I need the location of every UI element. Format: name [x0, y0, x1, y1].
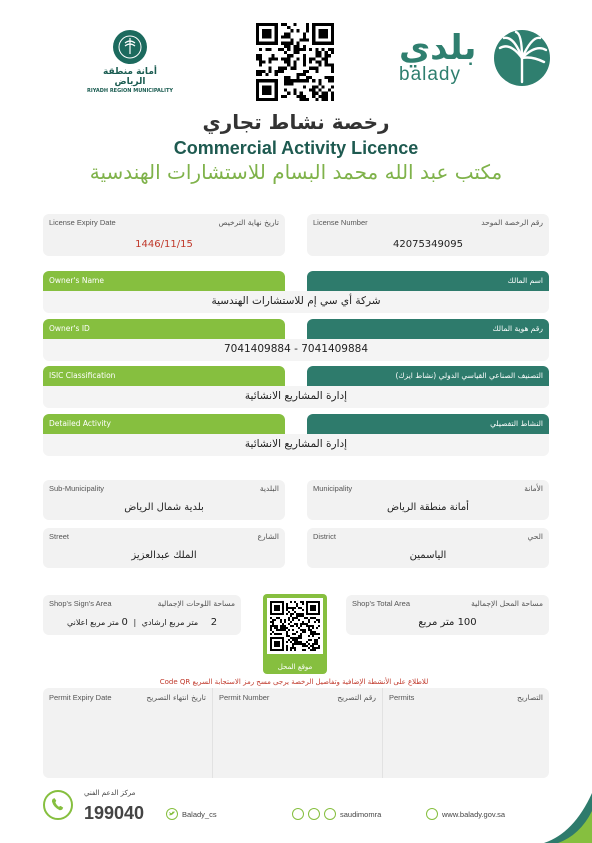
sign-area-label-ar: مساحة اللوحات الإجمالية — [157, 599, 235, 608]
sign-area-sep: | — [133, 618, 137, 627]
sign-area-value — [43, 617, 241, 628]
riyadh-logo-ar: أمانة منطقة الرياض — [103, 67, 157, 87]
permit-expiry-col — [43, 688, 213, 778]
decorative-corner — [544, 793, 592, 843]
permit-expiry-label-en: Permit Expiry Date — [49, 693, 112, 702]
owner-name-band-ar — [307, 271, 549, 291]
permit-expiry-label-ar: تاريخ انتهاء التصريح — [146, 693, 206, 702]
sign-area-unit-ad: متر مربع اعلاني — [66, 618, 119, 627]
sign-area-zero: 0 — [121, 617, 128, 628]
riyadh-emblem-icon — [113, 30, 147, 64]
district-value: الياسمين — [409, 550, 447, 561]
permits-label-ar: التصاريح — [517, 693, 543, 702]
title-english: Commercial Activity Licence — [173, 138, 419, 158]
detailed-activity-value: إدارة المشاريع الانشائية — [244, 438, 348, 450]
isic-band-en — [43, 366, 285, 386]
owner-name-row — [43, 291, 549, 313]
street-box — [43, 528, 285, 568]
owner-id-band-en — [43, 319, 285, 339]
owner-id-label-en: Owner's ID — [49, 324, 90, 333]
detailed-activity-band-ar — [307, 414, 549, 434]
isic-band-ar — [307, 366, 549, 386]
license-expiry-label-ar: تاريخ نهاية الترخيص — [218, 218, 279, 227]
district-box — [307, 528, 549, 568]
street-label-en: Street — [49, 532, 70, 541]
license-number-label-ar: رقم الرخصة الموحد — [481, 218, 543, 227]
detailed-activity-label-en: Detailed Activity — [49, 419, 111, 428]
permit-number-col — [213, 688, 383, 778]
detailed-activity-row — [43, 434, 549, 456]
website-link[interactable] — [426, 808, 505, 820]
shop-location-label: موقع المحل — [277, 663, 313, 671]
permits-table — [43, 688, 549, 778]
social-links[interactable] — [292, 808, 381, 820]
municipality-label-ar: الأمانة — [524, 484, 543, 493]
permits-col — [383, 688, 549, 778]
support-center-label: مركز الدعم الفني — [84, 789, 136, 797]
youtube-icon — [324, 808, 336, 820]
license-expiry-value: 1446/11/15 — [135, 239, 193, 250]
sign-area-unit-guide: متر مربع ارشادي — [141, 618, 199, 627]
sub-municipality-box — [43, 480, 285, 520]
detailed-activity-band-en — [43, 414, 285, 434]
riyadh-municipality-logo — [86, 30, 174, 94]
owner-id-row — [43, 339, 549, 361]
owner-id-value: 7041409884 - 7041409884 — [223, 343, 369, 355]
permit-number-label-ar: رقم التصريح — [337, 693, 376, 702]
total-area-box — [346, 595, 549, 635]
palm-tree-icon — [492, 28, 552, 88]
business-name: مكتب عبد الله محمد البسام للاستشارات الهندسية — [89, 160, 503, 184]
owner-name-label-ar: اسم المالك — [507, 276, 543, 285]
owner-name-label-en: Owner's Name — [49, 276, 104, 285]
facebook-icon — [308, 808, 320, 820]
owner-name-value: شركة أي سي إم للاستشارات الهندسية — [211, 295, 381, 307]
qr-note: للاطلاع على الأنشطة الإضافية وتفاصيل الرخصة يرجى مسح رمز الاستجابة السريع Code QR — [159, 678, 429, 686]
twitter-cs[interactable] — [166, 808, 217, 820]
isic-row — [43, 386, 549, 408]
detailed-activity-label-ar: النشاط التفصيلي — [490, 419, 543, 428]
riyadh-logo-en: RIYADH REGION MUNICIPALITY — [87, 88, 173, 94]
permit-number-label-en: Permit Number — [219, 693, 270, 702]
website-text: www.balady.gov.sa — [442, 809, 506, 819]
total-area-value: 100 متر مربع — [418, 617, 477, 628]
sub-municipality-label-ar: البلدية — [259, 484, 279, 493]
owner-name-band-en — [43, 271, 285, 291]
sub-municipality-value: بلدية شمال الرياض — [124, 502, 204, 513]
street-value: الملك عبدالعزيز — [131, 550, 197, 561]
municipality-value: أمانة منطقة الرياض — [387, 502, 469, 513]
social-handle: saudimomra — [340, 809, 382, 819]
phone-icon — [43, 790, 73, 820]
sign-area-box — [43, 595, 241, 635]
owner-id-label-ar: رقم هوية المالك — [492, 324, 543, 333]
balady-logo-ar: بلدي — [399, 28, 477, 68]
isic-value: إدارة المشاريع الانشائية — [244, 390, 348, 402]
sign-area-num: 2 — [210, 617, 218, 628]
isic-label-ar: التصنيف الصناعي القياسي الدولي (نشاط ايزك) — [395, 371, 543, 380]
globe-icon — [426, 808, 438, 820]
balady-logo — [387, 28, 552, 88]
street-label-ar: الشارع — [257, 532, 279, 541]
total-area-label-ar: مساحة المحل الإجمالية — [471, 599, 543, 608]
twitter-icon — [292, 808, 304, 820]
title-arabic: رخصة نشاط تجاري — [202, 110, 390, 134]
district-label-ar: الحي — [527, 532, 543, 541]
permits-label-en: Permits — [389, 693, 415, 702]
balady-logo-en: balady — [399, 64, 461, 85]
support-number: 199040 — [84, 803, 145, 823]
municipality-label-en: Municipality — [313, 484, 353, 493]
district-label-en: District — [313, 532, 336, 541]
sign-area-label-en: Shop's Sign's Area — [49, 599, 112, 608]
municipality-box — [307, 480, 549, 520]
license-expiry-label-en: License Expiry Date — [49, 218, 116, 227]
twitter-cs-handle: Balady_cs — [182, 809, 217, 819]
total-area-label-en: Shop's Total Area — [352, 599, 411, 608]
shop-location-qr[interactable] — [263, 594, 327, 674]
license-qr-code[interactable] — [250, 17, 340, 107]
license-expiry-box — [43, 214, 285, 256]
sub-municipality-label-en: Sub-Municipality — [49, 484, 105, 493]
license-number-box — [307, 214, 549, 256]
isic-label-en: ISIC Classification — [49, 371, 116, 380]
license-number-label-en: License Number — [313, 218, 368, 227]
owner-id-band-ar — [307, 319, 549, 339]
license-number-value: 42075349095 — [393, 239, 463, 250]
twitter-icon — [166, 808, 178, 820]
